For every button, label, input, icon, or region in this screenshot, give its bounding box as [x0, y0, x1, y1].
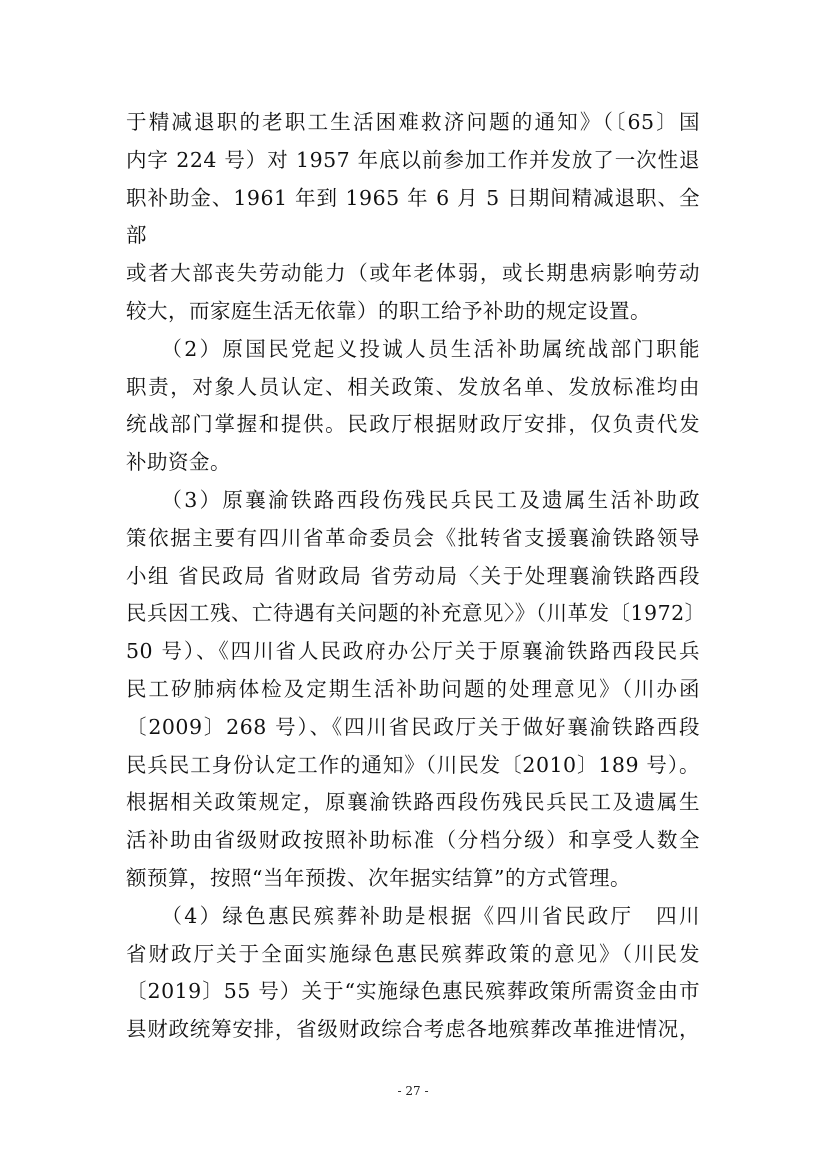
text-line: 小组 省民政局 省财政局 省劳动局〈关于处理襄渝铁路西段 [126, 563, 700, 588]
text-line: 县财政统筹安排，省级财政综合考虑各地殡葬改革推进情况， [126, 1017, 700, 1042]
text-line: 补助资金。 [126, 450, 231, 475]
text-line: 民兵因工残、亡待遇有关问题的补充意见〉》（川革发〔1972〕 [126, 601, 706, 626]
text-line: 根据相关政策规定，原襄渝铁路西段伤残民兵民工及遗属生 [126, 790, 700, 815]
text-line: 〔2009〕268 号）、《四川省民政厅关于做好襄渝铁路西段 [126, 714, 700, 739]
text-line: 职补助金、1961 年到 1965 年 6 月 5 日期间精减退职、全部 [126, 185, 700, 248]
text-line: 民工矽肺病体检及定期生活补助问题的处理意见》（川办函 [126, 676, 700, 701]
text-line: 内字 224 号）对 1957 年底以前参加工作并发放了一次性退 [126, 147, 700, 172]
text-line: 省财政厅关于全面实施绿色惠民殡葬政策的意见》（川民发 [126, 941, 700, 966]
document-body [126, 104, 706, 1049]
text-line: 额预算，按照“当年预拨、次年据实结算”的方式管理。 [126, 865, 631, 890]
text-line: 职责，对象人员认定、相关政策、发放名单、发放标准均由 [126, 374, 700, 399]
text-line: 〔2019〕55 号）关于“实施绿色惠民殡葬政策所需资金由市 [126, 979, 700, 1004]
text-line: （4）绿色惠民殡葬补助是根据《四川省民政厅 四川 [126, 903, 700, 928]
text-line: 统战部门掌握和提供。民政厅根据财政厅安排，仅负责代发 [126, 412, 700, 437]
text-line: 或者大部丧失劳动能力（或年老体弱，或长期患病影响劳动 [126, 261, 700, 286]
text-line: 于精减退职的老职工生活困难救济问题的通知》（〔65〕国 [126, 110, 700, 134]
text-line: 民兵民工身份认定工作的通知》（川民发〔2010〕189 号）。 [126, 752, 700, 777]
text-line: 50 号）、《四川省人民政府办公厅关于原襄渝铁路西段民兵 [126, 639, 700, 664]
text-line: （2）原国民党起义投诚人员生活补助属统战部门职能 [126, 336, 700, 361]
text-line: 活补助由省级财政按照补助标准（分档分级）和享受人数全 [126, 828, 700, 853]
page-number: - 27 - [397, 1084, 429, 1098]
text-line: （3）原襄渝铁路西段伤残民兵民工及遗属生活补助政 [126, 487, 700, 512]
text-line: 策依据主要有四川省革命委员会《批转省支援襄渝铁路领导 [126, 525, 700, 550]
text-line: 较大，而家庭生活无依靠）的职工给予补助的规定设置。 [126, 298, 651, 323]
